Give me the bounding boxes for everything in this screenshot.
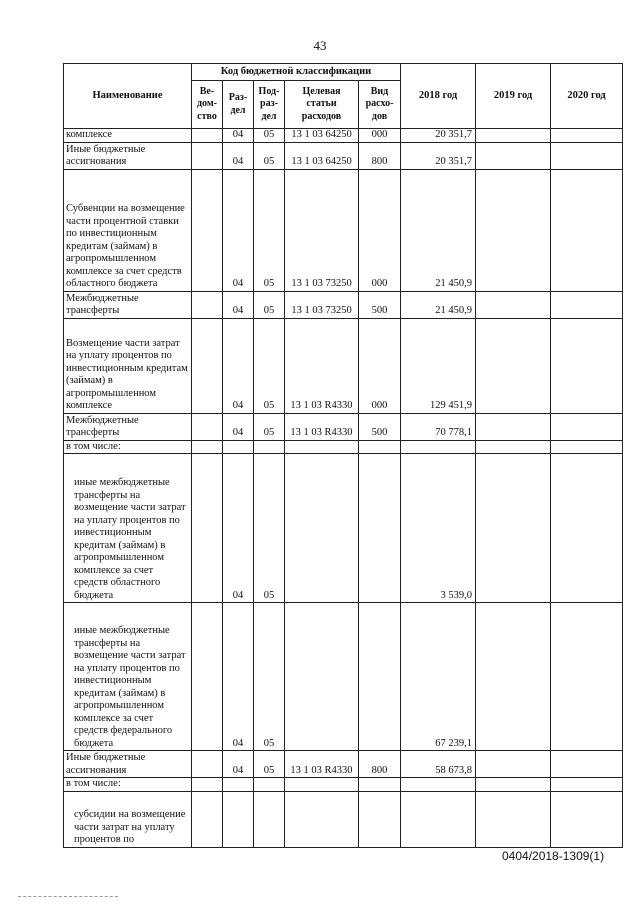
- cell-tselevaya: [285, 791, 359, 847]
- cell-2020: [551, 791, 623, 847]
- table-header: [64, 64, 623, 129]
- header-razdel: Раз-дел: [223, 81, 254, 129]
- cell-2018: 58 673,8: [401, 751, 476, 778]
- cell-podrazdel: [254, 778, 285, 792]
- cell-2020: [551, 413, 623, 440]
- page-number: 43: [313, 38, 327, 53]
- cell-name: субсидии на возмещение части затрат на уплату процентов по: [64, 791, 192, 847]
- cell-razdel: 04: [223, 603, 254, 751]
- cell-2018: [401, 778, 476, 792]
- cell-tselevaya: [285, 603, 359, 751]
- cell-podrazdel: 05: [254, 603, 285, 751]
- cell-vid: 000: [359, 169, 401, 291]
- cell-vid: 500: [359, 291, 401, 318]
- cell-2018: 67 239,1: [401, 603, 476, 751]
- header-tselevaya: Целевая статьи расходов: [285, 81, 359, 129]
- cell-name: иные межбюджетные трансферты на возмещение части затрат на уплату процентов по инвестиционным кредитам (займам) в агропромышленном комплексе за счет средств федерального бюджета: [64, 603, 192, 751]
- cell-2019: [476, 169, 551, 291]
- cell-name: в том числе:: [64, 440, 192, 454]
- cell-razdel: 04: [223, 751, 254, 778]
- cell-razdel: 04: [223, 169, 254, 291]
- header-vid: Вид расхо-дов: [359, 81, 401, 129]
- cell-2020: [551, 778, 623, 792]
- header-2019: 2019 год: [476, 64, 551, 129]
- cell-vid: 000: [359, 318, 401, 413]
- cell-podrazdel: [254, 791, 285, 847]
- cell-ved: [192, 791, 223, 847]
- cell-razdel: 04: [223, 142, 254, 169]
- header-classification-group: Код бюджетной классификации: [192, 64, 401, 81]
- cell-2018: 20 351,7: [401, 142, 476, 169]
- cell-ved: [192, 413, 223, 440]
- cell-ved: [192, 129, 223, 143]
- table-row: [64, 318, 623, 413]
- cell-podrazdel: 05: [254, 169, 285, 291]
- cell-podrazdel: 05: [254, 142, 285, 169]
- cell-ved: [192, 778, 223, 792]
- cell-name: Иные бюджетные ассигнования: [64, 142, 192, 169]
- cell-tselevaya: 13 1 03 64250: [285, 142, 359, 169]
- scan-artifact-line: [18, 896, 118, 897]
- header-2020: 2020 год: [551, 64, 623, 129]
- cell-tselevaya: [285, 440, 359, 454]
- cell-name: Возмещение части затрат на уплату процентов по инвестиционным кредитам (займам) в агропромышленном комплексе: [64, 318, 192, 413]
- cell-2019: [476, 751, 551, 778]
- table-row: [64, 413, 623, 440]
- table-row: [64, 142, 623, 169]
- cell-ved: [192, 454, 223, 603]
- budget-table: [63, 63, 623, 848]
- cell-2020: [551, 129, 623, 143]
- cell-ved: [192, 142, 223, 169]
- cell-name: иные межбюджетные трансферты на возмещение части затрат на уплату процентов по инвестиционным кредитам (займам) в агропромышленном комплексе за счет средств областного бюджета: [64, 454, 192, 603]
- cell-2018: [401, 440, 476, 454]
- cell-tselevaya: 13 1 03 R4330: [285, 413, 359, 440]
- cell-razdel: 04: [223, 318, 254, 413]
- cell-vid: [359, 454, 401, 603]
- cell-name: Иные бюджетные ассигнования: [64, 751, 192, 778]
- cell-razdel: 04: [223, 291, 254, 318]
- cell-2020: [551, 169, 623, 291]
- cell-2020: [551, 603, 623, 751]
- cell-name: комплексе: [64, 129, 192, 143]
- cell-tselevaya: 13 1 03 73250: [285, 169, 359, 291]
- cell-2019: [476, 440, 551, 454]
- cell-ved: [192, 603, 223, 751]
- cell-2019: [476, 603, 551, 751]
- table-row: [64, 440, 623, 454]
- cell-vid: [359, 603, 401, 751]
- cell-ved: [192, 169, 223, 291]
- cell-2018: [401, 791, 476, 847]
- cell-ved: [192, 440, 223, 454]
- cell-podrazdel: 05: [254, 413, 285, 440]
- cell-name: в том числе:: [64, 778, 192, 792]
- cell-ved: [192, 291, 223, 318]
- table-row: [64, 291, 623, 318]
- cell-2018: 70 778,1: [401, 413, 476, 440]
- cell-2020: [551, 291, 623, 318]
- table-row: [64, 169, 623, 291]
- table-row: [64, 603, 623, 751]
- cell-2019: [476, 291, 551, 318]
- table-row: [64, 129, 623, 143]
- cell-2020: [551, 440, 623, 454]
- cell-2018: 21 450,9: [401, 291, 476, 318]
- cell-ved: [192, 751, 223, 778]
- cell-vid: [359, 778, 401, 792]
- cell-2019: [476, 318, 551, 413]
- header-podrazdel: Под-раз-дел: [254, 81, 285, 129]
- cell-tselevaya: 13 1 03 73250: [285, 291, 359, 318]
- cell-ved: [192, 318, 223, 413]
- cell-name: Межбюджетные трансферты: [64, 413, 192, 440]
- header-name: Наименование: [64, 64, 192, 129]
- cell-2019: [476, 129, 551, 143]
- cell-tselevaya: 13 1 03 64250: [285, 129, 359, 143]
- cell-tselevaya: 13 1 03 R4330: [285, 318, 359, 413]
- header-2018: 2018 год: [401, 64, 476, 129]
- cell-2019: [476, 454, 551, 603]
- cell-2019: [476, 413, 551, 440]
- cell-2019: [476, 142, 551, 169]
- cell-podrazdel: 05: [254, 129, 285, 143]
- table-row: [64, 778, 623, 792]
- table-row: [64, 454, 623, 603]
- cell-podrazdel: 05: [254, 291, 285, 318]
- cell-2018: 20 351,7: [401, 129, 476, 143]
- cell-name: Субвенции на возмещение части процентной ставки по инвестиционным кредитам (займам) в агропромышленном комплексе за счет средств областного бюджета: [64, 169, 192, 291]
- cell-2020: [551, 142, 623, 169]
- cell-2019: [476, 791, 551, 847]
- cell-name: Межбюджетные трансферты: [64, 291, 192, 318]
- cell-vid: 000: [359, 129, 401, 143]
- cell-tselevaya: [285, 778, 359, 792]
- cell-razdel: 04: [223, 454, 254, 603]
- cell-vid: [359, 791, 401, 847]
- cell-2020: [551, 751, 623, 778]
- cell-podrazdel: 05: [254, 751, 285, 778]
- header-vedomstvo: Ве-дом-ство: [192, 81, 223, 129]
- cell-tselevaya: 13 1 03 R4330: [285, 751, 359, 778]
- cell-podrazdel: [254, 440, 285, 454]
- cell-vid: 800: [359, 751, 401, 778]
- cell-razdel: [223, 440, 254, 454]
- table-row: [64, 791, 623, 847]
- cell-2018: 129 451,9: [401, 318, 476, 413]
- cell-razdel: 04: [223, 413, 254, 440]
- cell-razdel: 04: [223, 129, 254, 143]
- cell-podrazdel: 05: [254, 454, 285, 603]
- cell-tselevaya: [285, 454, 359, 603]
- cell-podrazdel: 05: [254, 318, 285, 413]
- document-code: 0404/2018-1309(1): [502, 849, 605, 863]
- cell-vid: 500: [359, 413, 401, 440]
- table-body: [64, 129, 623, 848]
- cell-2018: 3 539,0: [401, 454, 476, 603]
- cell-vid: [359, 440, 401, 454]
- cell-2018: 21 450,9: [401, 169, 476, 291]
- table-row: [64, 751, 623, 778]
- cell-razdel: [223, 778, 254, 792]
- cell-2019: [476, 778, 551, 792]
- cell-razdel: [223, 791, 254, 847]
- cell-vid: 800: [359, 142, 401, 169]
- cell-2020: [551, 454, 623, 603]
- cell-2020: [551, 318, 623, 413]
